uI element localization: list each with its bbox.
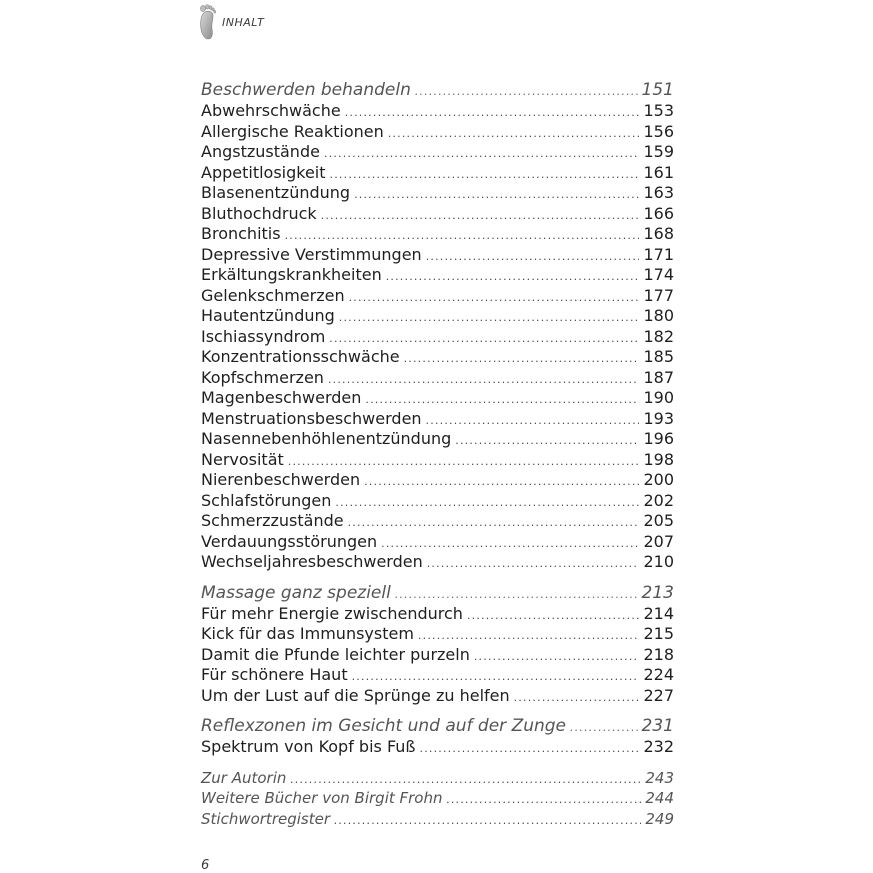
header-label: INHALT xyxy=(222,15,265,29)
toc-entry[interactable]: Spektrum von Kopf bis Fuß ..... 232 xyxy=(201,737,674,758)
toc-entry[interactable]: Damit die Pfunde leichter purzeln ..... 218 xyxy=(201,645,674,666)
toc-entry[interactable]: Hautentzündung ..... 180 xyxy=(201,306,674,327)
toc-section-heading[interactable]: Reflexzonen im Gesicht und auf der Zunge ..... 231 xyxy=(201,716,674,737)
toc-entry[interactable]: Wechseljahresbeschwerden ..... 210 xyxy=(201,552,674,573)
toc-entry[interactable]: Kick für das Immunsystem ..... 215 xyxy=(201,624,674,645)
toc-entry[interactable]: Blasenentzündung ..... 163 xyxy=(201,183,674,204)
toc-section-heading[interactable]: Massage ganz speziell ..... 213 xyxy=(201,583,674,604)
toc-entry[interactable]: Magenbeschwerden ..... 190 xyxy=(201,388,674,409)
toc-entry[interactable]: Gelenkschmerzen ..... 177 xyxy=(201,286,674,307)
toc-entry[interactable]: Verdauungsstörungen ..... 207 xyxy=(201,532,674,553)
toc-entry[interactable]: Abwehrschwäche ..... 153 xyxy=(201,101,674,122)
toc-entry[interactable]: Erkältungskrankheiten ..... 174 xyxy=(201,265,674,286)
toc-appendix-entry[interactable]: Stichwortregister ..... 249 xyxy=(201,809,674,830)
foot-icon xyxy=(196,2,218,40)
toc-entry[interactable]: Depressive Verstimmungen ..... 171 xyxy=(201,245,674,266)
toc-entry[interactable]: Um der Lust auf die Sprünge zu helfen ..... 227 xyxy=(201,686,674,707)
toc-entry[interactable]: Bluthochdruck ..... 166 xyxy=(201,204,674,225)
toc-entry[interactable]: Konzentrationsschwäche ..... 185 xyxy=(201,347,674,368)
toc-entry[interactable]: Für mehr Energie zwischendurch ..... 214 xyxy=(201,604,674,625)
toc-appendix-entry[interactable]: Weitere Bücher von Birgit Frohn ..... 244 xyxy=(201,788,674,809)
table-of-contents xyxy=(201,80,674,829)
toc-entry[interactable]: Menstruationsbeschwerden ..... 193 xyxy=(201,409,674,430)
toc-entry[interactable]: Appetitlosigkeit ..... 161 xyxy=(201,163,674,184)
toc-entry[interactable]: Schlafstörungen ..... 202 xyxy=(201,491,674,512)
page-number: 6 xyxy=(201,858,210,873)
toc-section-heading[interactable]: Beschwerden behandeln ..... 151 xyxy=(201,80,674,101)
toc-entry[interactable]: Kopfschmerzen ..... 187 xyxy=(201,368,674,389)
toc-entry[interactable]: Nasennebenhöhlenentzündung ..... 196 xyxy=(201,429,674,450)
toc-entry[interactable]: Nierenbeschwerden ..... 200 xyxy=(201,470,674,491)
toc-entry[interactable]: Für schönere Haut ..... 224 xyxy=(201,665,674,686)
toc-entry[interactable]: Nervosität ..... 198 xyxy=(201,450,674,471)
page-header xyxy=(196,2,264,40)
toc-entry[interactable]: Schmerzzustände ..... 205 xyxy=(201,511,674,532)
toc-entry[interactable]: Bronchitis ..... 168 xyxy=(201,224,674,245)
toc-entry[interactable]: Ischiassyndrom ..... 182 xyxy=(201,327,674,348)
toc-appendix-entry[interactable]: Zur Autorin ..... 243 xyxy=(201,768,674,789)
toc-entry[interactable]: Angstzustände ..... 159 xyxy=(201,142,674,163)
toc-entry[interactable]: Allergische Reaktionen ..... 156 xyxy=(201,122,674,143)
